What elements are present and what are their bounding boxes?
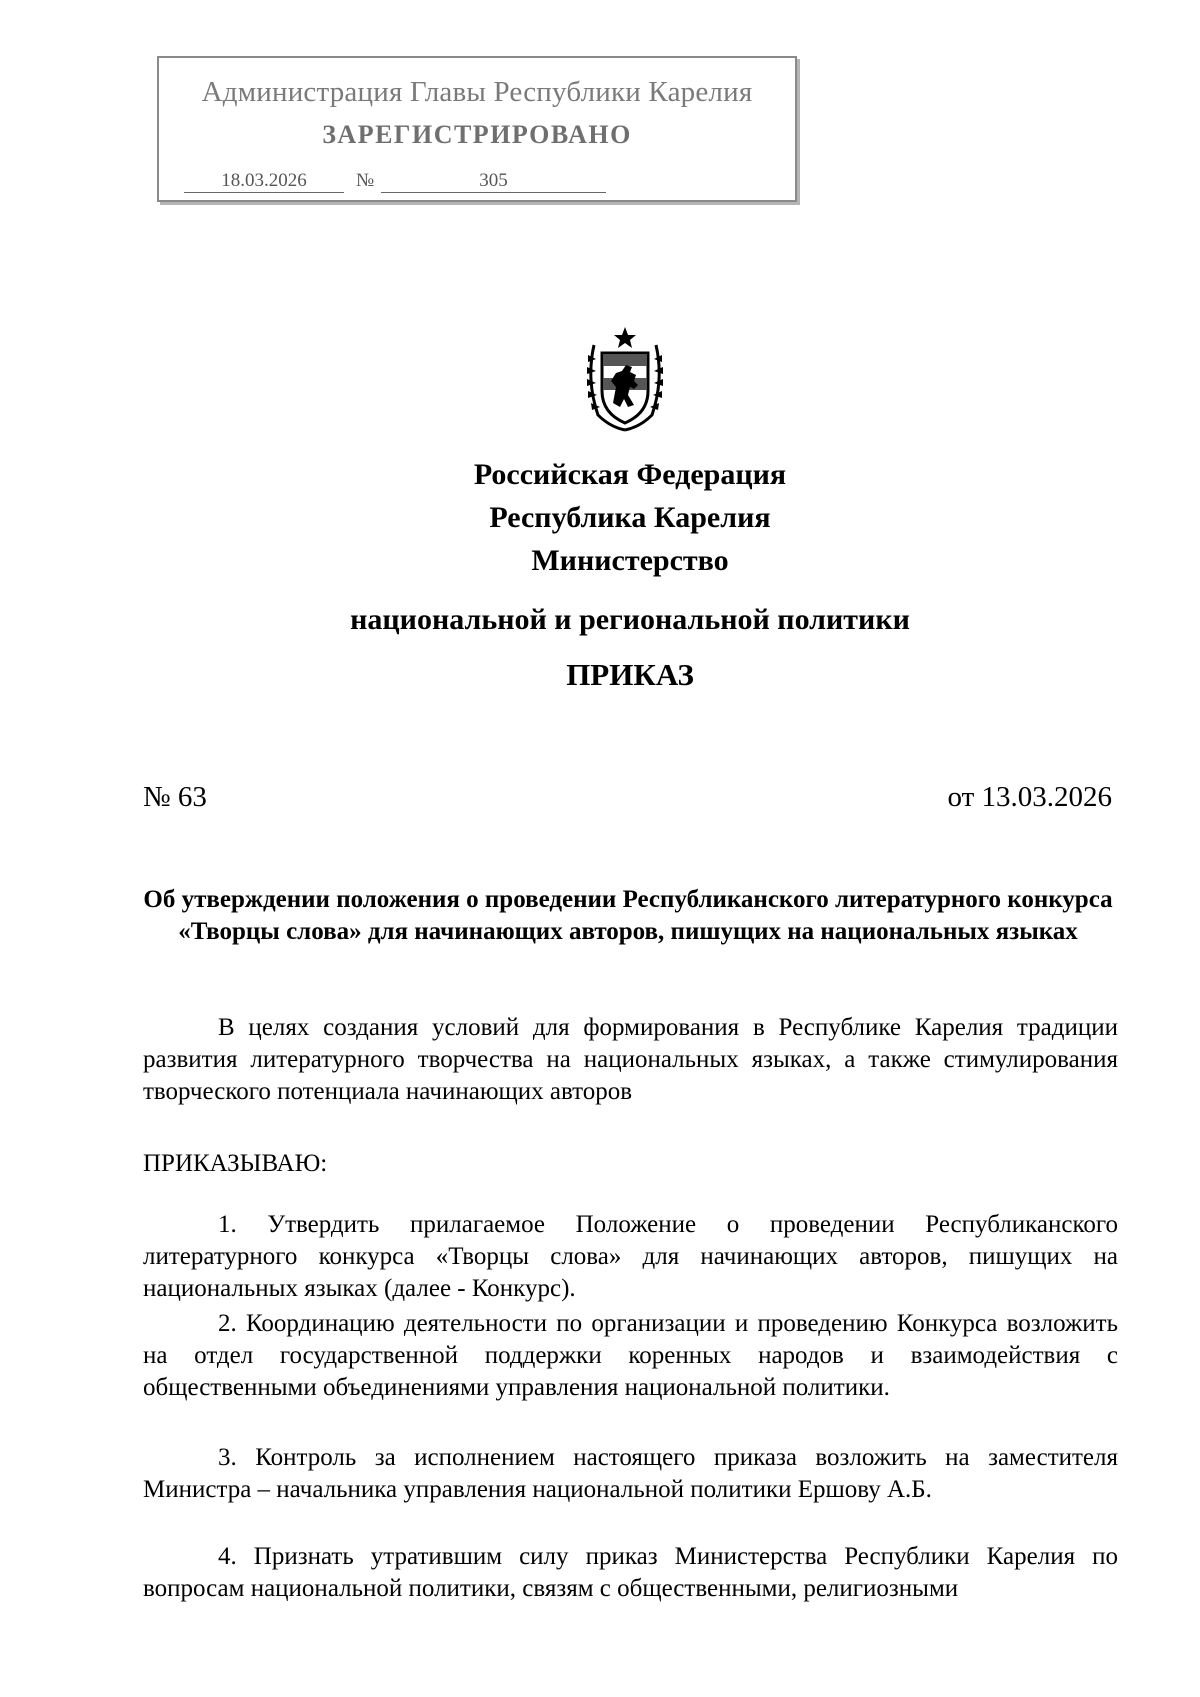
intro-paragraph: В целях создания условий для формирования в Республике Карелия традиции развития литературного творчества на национальных языках, а также стимулирования творческого потенциала начинающих авторов <box>143 1014 1118 1105</box>
stamp-organization: Администрация Главы Республики Карелия <box>201 76 753 108</box>
order-number: № 63 <box>143 781 207 813</box>
order-item-2: 2. Координацию деятельности по организации и проведению Конкурса возложить на отдел государственной поддержки коренных народов и взаимодействия с общественными объединениями управления национальной политики. <box>143 1310 1118 1401</box>
order-word: ПРИКАЗЫВАЮ: <box>143 1150 328 1177</box>
header-country: Российская Федерация <box>473 458 787 491</box>
stamp-status: ЗАРЕГИСТРИРОВАНО <box>322 120 632 149</box>
order-date: от 13.03.2026 <box>947 781 1112 813</box>
order-item-4: 4. Признать утратившим силу приказ Министерства Республики Карелия по вопросам национальной политики, связям с общественными, религиозными <box>143 1543 1118 1602</box>
stamp-date: 18.03.2026 <box>184 170 344 193</box>
header-ministry: Министерство <box>531 544 729 577</box>
header-ministry-name: национальной и региональной политики <box>350 603 910 636</box>
stamp-number: 305 <box>381 170 606 193</box>
registration-stamp <box>157 56 797 202</box>
document-title: Об утверждении положения о проведении Республиканского литературного конкурса «Творцы слова» для начинающих авторов, пишущих на национальных языках <box>143 886 1113 945</box>
header-republic: Республика Карелия <box>489 501 771 534</box>
order-item-3: 3. Контроль за исполнением настоящего приказа возложить на заместителя Министра – начальника управления национальной политики Ершову А.Б. <box>143 1444 1118 1503</box>
karelia-coat-of-arms-icon <box>580 325 670 433</box>
order-item-1: 1. Утвердить прилагаемое Положение о проведении Республиканского литературного конкурса «Творцы слова» для начинающих авторов, пишущих на национальных языках (далее - Конкурс). <box>143 1211 1118 1302</box>
stamp-number-sign: № <box>356 170 375 191</box>
document-type: ПРИКАЗ <box>566 657 694 692</box>
